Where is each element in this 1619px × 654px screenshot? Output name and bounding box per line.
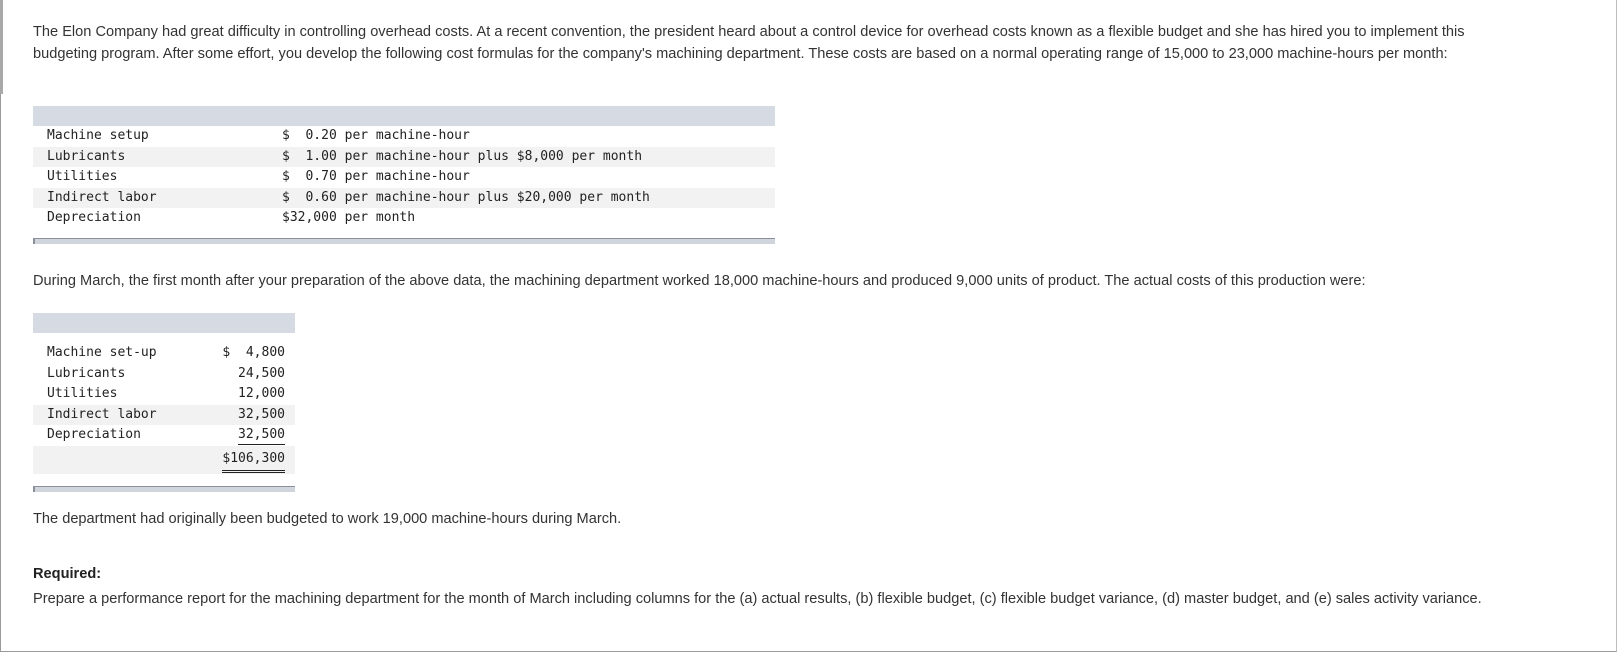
table-row [33, 343, 295, 364]
table-row [33, 405, 295, 426]
required-heading: Required: [33, 566, 102, 582]
required-paragraph: Prepare a performance report for the machining department for the month of March including columns for the (a) actual results, (b) flexible budget, (c) flexible budget variance, (d) master budget, and (e) sales activity variance. [33, 591, 1482, 607]
table-row [33, 384, 295, 405]
actual-costs-table [33, 313, 295, 492]
cost-item-label: Indirect labor [47, 189, 157, 205]
table-row [33, 167, 775, 188]
table-row [33, 126, 775, 147]
cost-formula-value: $ 0.70 per machine-hour [282, 169, 470, 184]
total-amount: $106,300 [222, 448, 285, 473]
table-row [33, 364, 295, 385]
table-header-band [33, 106, 775, 126]
cost-formula-value: $ 0.60 per machine-hour plus $20,000 per month [282, 189, 650, 205]
intro-paragraph: The Elon Company had great difficulty in controlling overhead costs. At a recent convention, the president heard about a control device for overhead costs known as a flexible budget and she has hired you to implement this budgeting program. After some effort, you develop the following cost formulas for the company's machining department. These costs are based on a normal operating range of 15,000 to 23,000 machine-hours per month: [33, 24, 1465, 62]
table-footer-band [33, 238, 775, 244]
march-paragraph: During March, the first month after your preparation of the above data, the machining department worked 18,000 machine-hours and produced 9,000 units of product. The actual costs of this production were: [33, 273, 1366, 289]
cost-item-label: Depreciation [47, 210, 141, 225]
cost-formula-table [33, 106, 775, 244]
cost-item-label: Lubricants [47, 148, 126, 164]
table-row [33, 147, 775, 168]
table-footer-band [33, 486, 295, 492]
table-header-band [33, 313, 295, 333]
table-row [33, 208, 775, 229]
cost-item-label: Indirect labor [47, 406, 157, 422]
cost-formula-value: $ 1.00 per machine-hour plus $8,000 per month [282, 148, 643, 164]
table-row [33, 425, 295, 446]
table-row [33, 188, 775, 209]
cost-amount: 24,500 [238, 365, 285, 381]
cost-item-label: Lubricants [47, 365, 126, 381]
cost-amount: 12,000 [238, 386, 285, 401]
cost-item-label: Depreciation [47, 427, 141, 442]
cost-amount: 32,500 [238, 425, 285, 445]
cost-formula-value: $32,000 per month [282, 210, 416, 225]
cost-item-label: Machine setup [47, 128, 149, 143]
cost-formula-value: $ 0.20 per machine-hour [282, 128, 470, 143]
cost-item-label: Machine set-up [47, 345, 157, 360]
cost-amount: 32,500 [238, 406, 285, 422]
cost-amount: $ 4,800 [222, 345, 285, 360]
total-row [33, 446, 295, 474]
budget-paragraph: The department had originally been budgeted to work 19,000 machine-hours during March. [33, 511, 622, 527]
cost-item-label: Utilities [47, 386, 118, 401]
cost-item-label: Utilities [47, 169, 118, 184]
